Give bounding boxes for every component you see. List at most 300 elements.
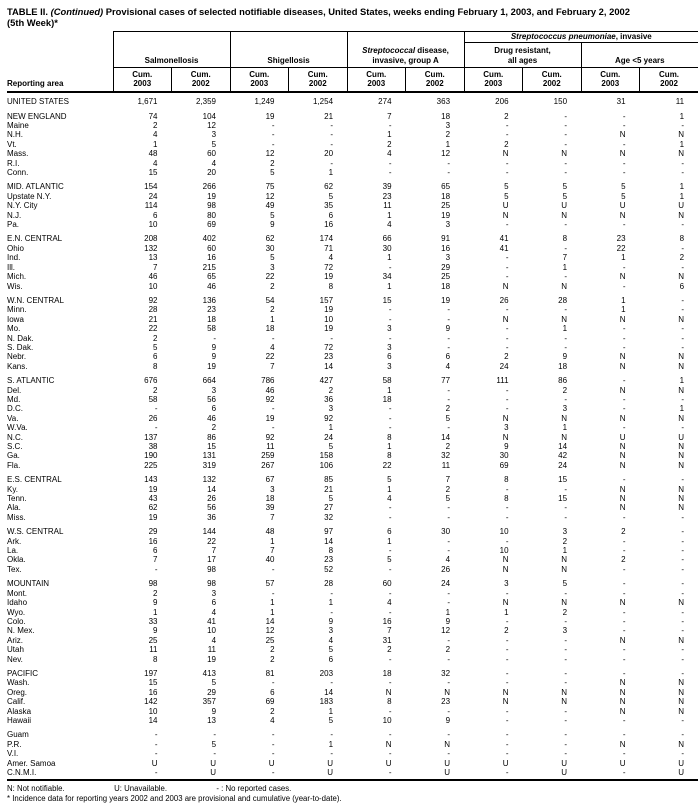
value-cell-salmonellosis-2003: 1 xyxy=(153,607,158,617)
value-cell-strep-group-a-2003: - xyxy=(388,404,392,414)
value-cell-salmonellosis-2002: 132 xyxy=(202,475,217,485)
value-cell-shigellosis-2002: 5 xyxy=(328,715,334,725)
value-cell-shigellosis-2003: 786 xyxy=(261,376,275,386)
value-cell-shigellosis-2003: 5 xyxy=(270,253,275,263)
value-cell-shigellosis-2002: 52 xyxy=(324,564,334,574)
value-cell-age-under-5-2002: 11 xyxy=(675,97,685,107)
value-cell-age-under-5-2002: - xyxy=(681,527,685,537)
value-cell-strep-group-a-2002: 363 xyxy=(436,97,451,107)
value-cell-salmonellosis-2003: 46 xyxy=(148,272,158,282)
value-cell-strep-group-a-2002: 6 xyxy=(445,352,451,362)
reporting-area-label: Reporting area xyxy=(7,79,64,88)
value-cell-salmonellosis-2002: 10 xyxy=(207,626,217,636)
value-cell-age-under-5-2003: 23 xyxy=(616,234,626,244)
value-cell-strep-group-a-2002: - xyxy=(447,305,451,315)
value-cell-age-under-5-2002: N xyxy=(678,361,685,371)
value-cell-salmonellosis-2003: 28 xyxy=(148,305,158,315)
table-row-ill xyxy=(7,263,698,272)
value-cell-strep-group-a-2002: - xyxy=(447,598,451,608)
value-cell-drug-resistant-2003: - xyxy=(505,121,509,131)
value-cell-age-under-5-2003: - xyxy=(622,730,626,740)
value-cell-drug-resistant-2003: N xyxy=(502,413,509,423)
value-cell-drug-resistant-2002: N xyxy=(561,564,568,574)
value-cell-drug-resistant-2002: 42 xyxy=(558,451,568,461)
value-cell-strep-group-a-2003: - xyxy=(388,607,392,617)
table-row-pa xyxy=(7,220,698,229)
value-cell-age-under-5-2002: - xyxy=(681,423,685,433)
value-cell-drug-resistant-2003: - xyxy=(505,635,509,645)
value-cell-age-under-5-2003: N xyxy=(619,494,626,504)
value-cell-drug-resistant-2003: - xyxy=(505,715,509,725)
value-cell-salmonellosis-2002: 65 xyxy=(207,272,217,282)
value-cell-drug-resistant-2002: - xyxy=(564,139,568,149)
value-cell-salmonellosis-2003: 2 xyxy=(153,121,158,131)
value-cell-age-under-5-2002: N xyxy=(678,210,685,220)
value-cell-shigellosis-2003: 18 xyxy=(265,494,275,504)
value-cell-shigellosis-2003: 12 xyxy=(265,191,275,201)
value-cell-drug-resistant-2003: - xyxy=(505,616,509,626)
value-cell-salmonellosis-2003: 15 xyxy=(148,168,158,178)
value-cell-age-under-5-2002: 1 xyxy=(679,376,685,386)
value-cell-age-under-5-2003: - xyxy=(622,654,626,664)
value-cell-shigellosis-2003: 3 xyxy=(270,484,275,494)
value-cell-age-under-5-2003: - xyxy=(622,342,626,352)
value-cell-strep-group-a-2002: - xyxy=(447,635,451,645)
value-cell-shigellosis-2003: 19 xyxy=(265,413,275,423)
value-cell-drug-resistant-2002: - xyxy=(564,272,568,282)
value-cell-strep-group-a-2002: - xyxy=(447,342,451,352)
reporting-area-cell: Wash. xyxy=(7,678,30,688)
value-cell-drug-resistant-2003: - xyxy=(505,678,509,688)
col-group-drug-resistant: Drug resistant, all ages xyxy=(464,42,581,67)
value-cell-age-under-5-2003: 22 xyxy=(616,243,626,253)
value-cell-salmonellosis-2002: 2 xyxy=(211,423,217,433)
value-cell-age-under-5-2002: - xyxy=(681,555,685,565)
value-cell-age-under-5-2002: 6 xyxy=(679,281,685,291)
value-cell-age-under-5-2003: - xyxy=(622,715,626,725)
value-cell-strep-group-a-2002: 91 xyxy=(441,234,451,244)
value-cell-strep-group-a-2002: - xyxy=(447,678,451,688)
value-cell-shigellosis-2003: 11 xyxy=(266,442,275,452)
value-cell-salmonellosis-2002: 4 xyxy=(211,158,217,168)
value-cell-salmonellosis-2002: 9 xyxy=(211,706,217,716)
value-cell-shigellosis-2003: 12 xyxy=(265,149,275,159)
value-cell-age-under-5-2002: - xyxy=(681,616,685,626)
col-header-drug-resistant-2003: Cum. 2003 xyxy=(464,67,523,92)
table-row-kans xyxy=(7,362,698,371)
value-cell-drug-resistant-2003: - xyxy=(505,739,509,749)
reporting-area-cell: Ohio xyxy=(7,243,24,253)
value-cell-drug-resistant-2003: 8 xyxy=(504,475,509,485)
value-cell-salmonellosis-2003: - xyxy=(154,404,158,414)
value-cell-salmonellosis-2003: 62 xyxy=(148,503,158,513)
value-cell-drug-resistant-2002: - xyxy=(564,394,568,404)
value-cell-strep-group-a-2003: 10 xyxy=(382,715,392,725)
value-cell-strep-group-a-2003: - xyxy=(388,333,392,343)
value-cell-salmonellosis-2003: 11 xyxy=(149,645,158,655)
value-cell-strep-group-a-2002: 23 xyxy=(441,697,451,707)
value-cell-salmonellosis-2003: 225 xyxy=(144,460,158,470)
value-cell-salmonellosis-2003: 92 xyxy=(148,295,158,305)
value-cell-salmonellosis-2002: 69 xyxy=(207,220,217,230)
value-cell-age-under-5-2002: U xyxy=(678,432,685,442)
value-cell-age-under-5-2003: N xyxy=(619,442,626,452)
value-cell-drug-resistant-2003: - xyxy=(505,484,509,494)
value-cell-drug-resistant-2002: 18 xyxy=(558,361,568,371)
reporting-area-cell: V.I. xyxy=(7,749,19,759)
value-cell-strep-group-a-2003: - xyxy=(388,305,392,315)
value-cell-strep-group-a-2002: 14 xyxy=(441,432,451,442)
table-row-new-england xyxy=(7,112,698,121)
value-cell-age-under-5-2003: 5 xyxy=(621,182,626,192)
value-cell-drug-resistant-2002: - xyxy=(564,158,568,168)
table-row-n-y-city xyxy=(7,201,698,210)
value-cell-drug-resistant-2003: N xyxy=(502,564,509,574)
value-cell-drug-resistant-2003: 69 xyxy=(499,460,509,470)
value-cell-age-under-5-2003: U xyxy=(619,201,626,211)
value-cell-age-under-5-2002: U xyxy=(678,758,685,768)
value-cell-salmonellosis-2002: 56 xyxy=(207,503,217,513)
value-cell-salmonellosis-2002: 86 xyxy=(207,432,217,442)
value-cell-shigellosis-2003: 6 xyxy=(270,687,275,697)
reporting-area-cell: R.I. xyxy=(7,158,20,168)
table-row-calif xyxy=(7,697,698,706)
col-header-age-under-5-2003: Cum. 2003 xyxy=(581,67,640,92)
col-header-salmonellosis-2003: Cum. 2003 xyxy=(113,67,172,92)
value-cell-strep-group-a-2002: N xyxy=(444,687,451,697)
value-cell-strep-group-a-2003: 23 xyxy=(382,191,392,201)
value-cell-shigellosis-2002: 2 xyxy=(328,385,334,395)
value-cell-shigellosis-2003: 39 xyxy=(265,503,275,513)
value-cell-strep-group-a-2003: 4 xyxy=(387,149,392,159)
value-cell-age-under-5-2003: - xyxy=(622,749,626,759)
value-cell-drug-resistant-2002: 1 xyxy=(562,546,568,556)
table-row-wis xyxy=(7,282,698,291)
value-cell-strep-group-a-2003: 7 xyxy=(387,626,392,636)
table-row-n-j xyxy=(7,211,698,220)
reporting-area-cell: Utah xyxy=(7,645,24,655)
value-cell-drug-resistant-2003: 5 xyxy=(504,191,509,201)
value-cell-age-under-5-2002: N xyxy=(678,413,685,423)
value-cell-drug-resistant-2002: - xyxy=(564,342,568,352)
value-cell-shigellosis-2003: 75 xyxy=(265,182,275,192)
value-cell-age-under-5-2003: N xyxy=(619,739,626,749)
value-cell-shigellosis-2002: 1 xyxy=(328,168,334,178)
value-cell-drug-resistant-2002: - xyxy=(564,305,568,315)
notifiable-diseases-table xyxy=(7,31,698,778)
legend-unavailable: U: Unavailable. xyxy=(114,784,168,794)
value-cell-age-under-5-2002: 1 xyxy=(679,139,685,149)
reporting-area-cell: P.R. xyxy=(7,739,22,749)
value-cell-strep-group-a-2002: - xyxy=(447,512,451,522)
value-cell-salmonellosis-2003: 8 xyxy=(153,654,158,664)
value-cell-strep-group-a-2003: 66 xyxy=(382,234,392,244)
value-cell-strep-group-a-2002: - xyxy=(447,423,451,433)
value-cell-drug-resistant-2002: 2 xyxy=(562,607,568,617)
table-row-fla xyxy=(7,461,698,470)
value-cell-shigellosis-2002: 32 xyxy=(324,512,334,522)
col-group-shigellosis: Shigellosis xyxy=(230,31,347,67)
value-cell-drug-resistant-2002: - xyxy=(564,333,568,343)
value-cell-salmonellosis-2002: 20 xyxy=(207,168,217,178)
value-cell-shigellosis-2002: 24 xyxy=(324,432,334,442)
value-cell-strep-group-a-2003: - xyxy=(388,168,392,178)
value-cell-drug-resistant-2002: - xyxy=(564,654,568,664)
reporting-area-cell: S.C. xyxy=(7,442,23,452)
value-cell-strep-group-a-2003: - xyxy=(388,546,392,556)
value-cell-strep-group-a-2003: - xyxy=(388,768,392,778)
reporting-area-cell: Wis. xyxy=(7,281,23,291)
table-row-miss xyxy=(7,513,698,522)
value-cell-drug-resistant-2003: - xyxy=(505,305,509,315)
value-cell-salmonellosis-2003: 58 xyxy=(148,394,158,404)
value-cell-strep-group-a-2002: 18 xyxy=(441,281,451,291)
value-cell-salmonellosis-2003: 7 xyxy=(153,262,158,272)
value-cell-age-under-5-2003: - xyxy=(622,262,626,272)
value-cell-drug-resistant-2003: 2 xyxy=(504,352,509,362)
table-header xyxy=(7,31,698,92)
value-cell-shigellosis-2003: 81 xyxy=(265,668,275,678)
reporting-area-cell: Md. xyxy=(7,394,21,404)
value-cell-strep-group-a-2002: 3 xyxy=(445,121,451,131)
value-cell-age-under-5-2002: N xyxy=(678,687,685,697)
value-cell-drug-resistant-2003: - xyxy=(505,536,509,546)
value-cell-drug-resistant-2002: - xyxy=(564,588,568,598)
value-cell-shigellosis-2003: 2 xyxy=(270,645,275,655)
value-cell-shigellosis-2003: 22 xyxy=(265,352,275,362)
value-cell-strep-group-a-2002: - xyxy=(447,546,451,556)
col-header-shigellosis-2003: Cum. 2003 xyxy=(230,67,289,92)
value-cell-strep-group-a-2003: 11 xyxy=(383,201,392,211)
value-cell-salmonellosis-2003: 143 xyxy=(144,475,158,485)
value-cell-drug-resistant-2002: 28 xyxy=(558,295,568,305)
value-cell-shigellosis-2002: 35 xyxy=(324,201,334,211)
value-cell-drug-resistant-2002: 1 xyxy=(562,423,568,433)
reporting-area-cell: Calif. xyxy=(7,697,26,707)
value-cell-age-under-5-2003: N xyxy=(619,598,626,608)
value-cell-age-under-5-2002: - xyxy=(681,324,685,334)
reporting-area-cell: Idaho xyxy=(7,598,28,608)
value-cell-salmonellosis-2002: 98 xyxy=(207,564,217,574)
value-cell-salmonellosis-2003: 154 xyxy=(144,182,158,192)
value-cell-strep-group-a-2003: 1 xyxy=(387,536,392,546)
value-cell-strep-group-a-2002: - xyxy=(447,730,451,740)
value-cell-drug-resistant-2003: 2 xyxy=(504,139,509,149)
value-cell-age-under-5-2003: - xyxy=(622,376,626,386)
value-cell-drug-resistant-2003: 5 xyxy=(504,182,509,192)
value-cell-drug-resistant-2003: - xyxy=(505,404,509,414)
value-cell-drug-resistant-2003: - xyxy=(505,588,509,598)
value-cell-shigellosis-2002: 1 xyxy=(328,423,334,433)
value-cell-salmonellosis-2003: 9 xyxy=(153,626,158,636)
value-cell-salmonellosis-2002: 664 xyxy=(202,376,217,386)
value-cell-salmonellosis-2003: 6 xyxy=(153,546,158,556)
value-cell-shigellosis-2002: 72 xyxy=(324,262,334,272)
value-cell-shigellosis-2002: 5 xyxy=(328,442,334,452)
reporting-area-cell: Mich. xyxy=(7,272,27,282)
reporting-area-cell: Ariz. xyxy=(7,635,23,645)
reporting-area-cell: Mass. xyxy=(7,149,29,159)
value-cell-shigellosis-2002: 1 xyxy=(328,598,334,608)
value-cell-age-under-5-2002: N xyxy=(678,442,685,452)
value-cell-shigellosis-2002: 20 xyxy=(324,149,334,159)
value-cell-salmonellosis-2002: 98 xyxy=(207,579,217,589)
value-cell-strep-group-a-2002: 2 xyxy=(445,484,451,494)
value-cell-strep-group-a-2002: 9 xyxy=(445,616,451,626)
value-cell-strep-group-a-2003: - xyxy=(388,158,392,168)
value-cell-age-under-5-2002: - xyxy=(681,121,685,131)
table-row-s-dak xyxy=(7,343,698,352)
value-cell-age-under-5-2002: N xyxy=(678,272,685,282)
table-row-vt xyxy=(7,140,698,149)
value-cell-drug-resistant-2002: - xyxy=(564,749,568,759)
reporting-area-cell: D.C. xyxy=(7,404,23,414)
value-cell-salmonellosis-2003: 33 xyxy=(148,616,158,626)
value-cell-shigellosis-2002: - xyxy=(330,121,334,131)
value-cell-strep-group-a-2002: 1 xyxy=(445,139,451,149)
reporting-area-cell: MID. ATLANTIC xyxy=(7,182,64,192)
value-cell-strep-group-a-2003: 15 xyxy=(382,295,392,305)
value-cell-strep-group-a-2002: 4 xyxy=(445,361,451,371)
value-cell-drug-resistant-2002: N xyxy=(561,281,568,291)
value-cell-salmonellosis-2002: 18 xyxy=(207,314,217,324)
value-cell-age-under-5-2002: N xyxy=(678,635,685,645)
value-cell-shigellosis-2003: - xyxy=(271,730,275,740)
table-row-wash xyxy=(7,678,698,687)
value-cell-shigellosis-2003: 5 xyxy=(270,168,275,178)
table-row-hawaii xyxy=(7,716,698,725)
value-cell-strep-group-a-2002: - xyxy=(447,706,451,716)
value-cell-salmonellosis-2003: 4 xyxy=(153,158,158,168)
value-cell-drug-resistant-2002: - xyxy=(564,645,568,655)
value-cell-salmonellosis-2002: - xyxy=(213,730,217,740)
value-cell-age-under-5-2003: N xyxy=(619,460,626,470)
value-cell-drug-resistant-2002: - xyxy=(564,730,568,740)
value-cell-shigellosis-2002: 85 xyxy=(324,475,334,485)
value-cell-salmonellosis-2002: 36 xyxy=(207,512,217,522)
table-row-amer-samoa xyxy=(7,759,698,768)
value-cell-shigellosis-2002: - xyxy=(330,749,334,759)
legend-line xyxy=(7,784,700,794)
value-cell-shigellosis-2002: 10 xyxy=(324,314,334,324)
value-cell-shigellosis-2002: 427 xyxy=(319,376,334,386)
value-cell-age-under-5-2002: 1 xyxy=(679,182,685,192)
value-cell-salmonellosis-2002: 6 xyxy=(211,404,217,414)
value-cell-drug-resistant-2003: N xyxy=(502,314,509,324)
value-cell-age-under-5-2002: U xyxy=(678,201,685,211)
value-cell-shigellosis-2003: - xyxy=(271,404,275,414)
value-cell-salmonellosis-2002: - xyxy=(213,333,217,343)
col-group-strep-pneumoniae: Streptococcus pneumoniae, invasive xyxy=(464,31,698,42)
value-cell-drug-resistant-2003: 2 xyxy=(504,626,509,636)
value-cell-shigellosis-2002: 72 xyxy=(324,342,334,352)
value-cell-salmonellosis-2003: 16 xyxy=(148,536,158,546)
value-cell-strep-group-a-2003: N xyxy=(385,739,392,749)
value-cell-shigellosis-2003: 1 xyxy=(270,536,275,546)
value-cell-age-under-5-2003: - xyxy=(622,626,626,636)
value-cell-strep-group-a-2002: 2 xyxy=(445,442,451,452)
table-row-iowa xyxy=(7,315,698,324)
value-cell-age-under-5-2003: N xyxy=(619,687,626,697)
value-cell-strep-group-a-2002: 5 xyxy=(445,413,451,423)
table-row-mid-atlantic xyxy=(7,182,698,191)
value-cell-drug-resistant-2002: 150 xyxy=(553,97,568,107)
table-row-tenn xyxy=(7,494,698,503)
value-cell-age-under-5-2002: - xyxy=(681,158,685,168)
reporting-area-cell: MOUNTAIN xyxy=(7,579,50,589)
value-cell-drug-resistant-2003: N xyxy=(502,281,509,291)
value-cell-salmonellosis-2002: 22 xyxy=(207,536,217,546)
value-cell-drug-resistant-2002: 2 xyxy=(562,536,568,546)
value-cell-salmonellosis-2003: 137 xyxy=(144,432,158,442)
value-cell-drug-resistant-2002: - xyxy=(564,220,568,230)
value-cell-age-under-5-2003: N xyxy=(619,149,626,159)
value-cell-strep-group-a-2003: - xyxy=(388,706,392,716)
value-cell-shigellosis-2002: 174 xyxy=(319,234,334,244)
reporting-area-cell: E.S. CENTRAL xyxy=(7,475,62,485)
value-cell-salmonellosis-2003: 132 xyxy=(144,243,158,253)
value-cell-drug-resistant-2003: - xyxy=(505,394,509,404)
value-cell-drug-resistant-2003: - xyxy=(505,272,509,282)
value-cell-shigellosis-2003: - xyxy=(271,588,275,598)
value-cell-age-under-5-2002: 2 xyxy=(679,253,685,263)
value-cell-strep-group-a-2003: 5 xyxy=(387,475,392,485)
table-row-ohio xyxy=(7,244,698,253)
value-cell-strep-group-a-2002: - xyxy=(447,385,451,395)
value-cell-shigellosis-2003: 2 xyxy=(270,706,275,716)
value-cell-shigellosis-2003: - xyxy=(271,564,275,574)
table-row-md xyxy=(7,395,698,404)
value-cell-drug-resistant-2002: U xyxy=(561,768,568,778)
value-cell-drug-resistant-2002: 3 xyxy=(562,527,568,537)
reporting-area-cell: Alaska xyxy=(7,706,32,716)
value-cell-drug-resistant-2003: 9 xyxy=(504,442,509,452)
value-cell-drug-resistant-2003: - xyxy=(505,654,509,664)
value-cell-strep-group-a-2003: 31 xyxy=(382,635,392,645)
table-row-pacific xyxy=(7,669,698,678)
value-cell-age-under-5-2002: - xyxy=(681,243,685,253)
value-cell-shigellosis-2002: 36 xyxy=(324,394,334,404)
value-cell-drug-resistant-2003: - xyxy=(505,385,509,395)
value-cell-age-under-5-2002: 1 xyxy=(679,191,685,201)
reporting-area-cell: Colo. xyxy=(7,616,26,626)
table-row-nebr xyxy=(7,352,698,361)
value-cell-drug-resistant-2002: 9 xyxy=(562,352,568,362)
value-cell-age-under-5-2002: - xyxy=(681,626,685,636)
value-cell-shigellosis-2003: 1 xyxy=(270,598,275,608)
value-cell-salmonellosis-2002: 131 xyxy=(202,451,217,461)
value-cell-shigellosis-2003: 92 xyxy=(265,394,275,404)
value-cell-age-under-5-2002: - xyxy=(681,475,685,485)
value-cell-age-under-5-2002: N xyxy=(678,314,685,324)
reporting-area-cell: Mont. xyxy=(7,588,28,598)
value-cell-salmonellosis-2003: 10 xyxy=(148,281,158,291)
value-cell-age-under-5-2002: N xyxy=(678,503,685,513)
title-suffix: (5th Week)* xyxy=(7,16,58,28)
col-header-drug-resistant-2002: Cum. 2002 xyxy=(523,67,582,92)
value-cell-age-under-5-2002: N xyxy=(678,598,685,608)
value-cell-salmonellosis-2003: - xyxy=(154,730,158,740)
table-row-alaska xyxy=(7,707,698,716)
value-cell-salmonellosis-2003: 13 xyxy=(148,253,158,263)
value-cell-salmonellosis-2003: 24 xyxy=(148,191,158,201)
table-row-del xyxy=(7,386,698,395)
value-cell-drug-resistant-2002: 5 xyxy=(562,579,568,589)
value-cell-strep-group-a-2002: - xyxy=(447,168,451,178)
value-cell-drug-resistant-2003: U xyxy=(502,201,509,211)
value-cell-drug-resistant-2003: 1 xyxy=(504,607,509,617)
legend-not-notifiable: N: Not notifiable. xyxy=(7,784,65,794)
